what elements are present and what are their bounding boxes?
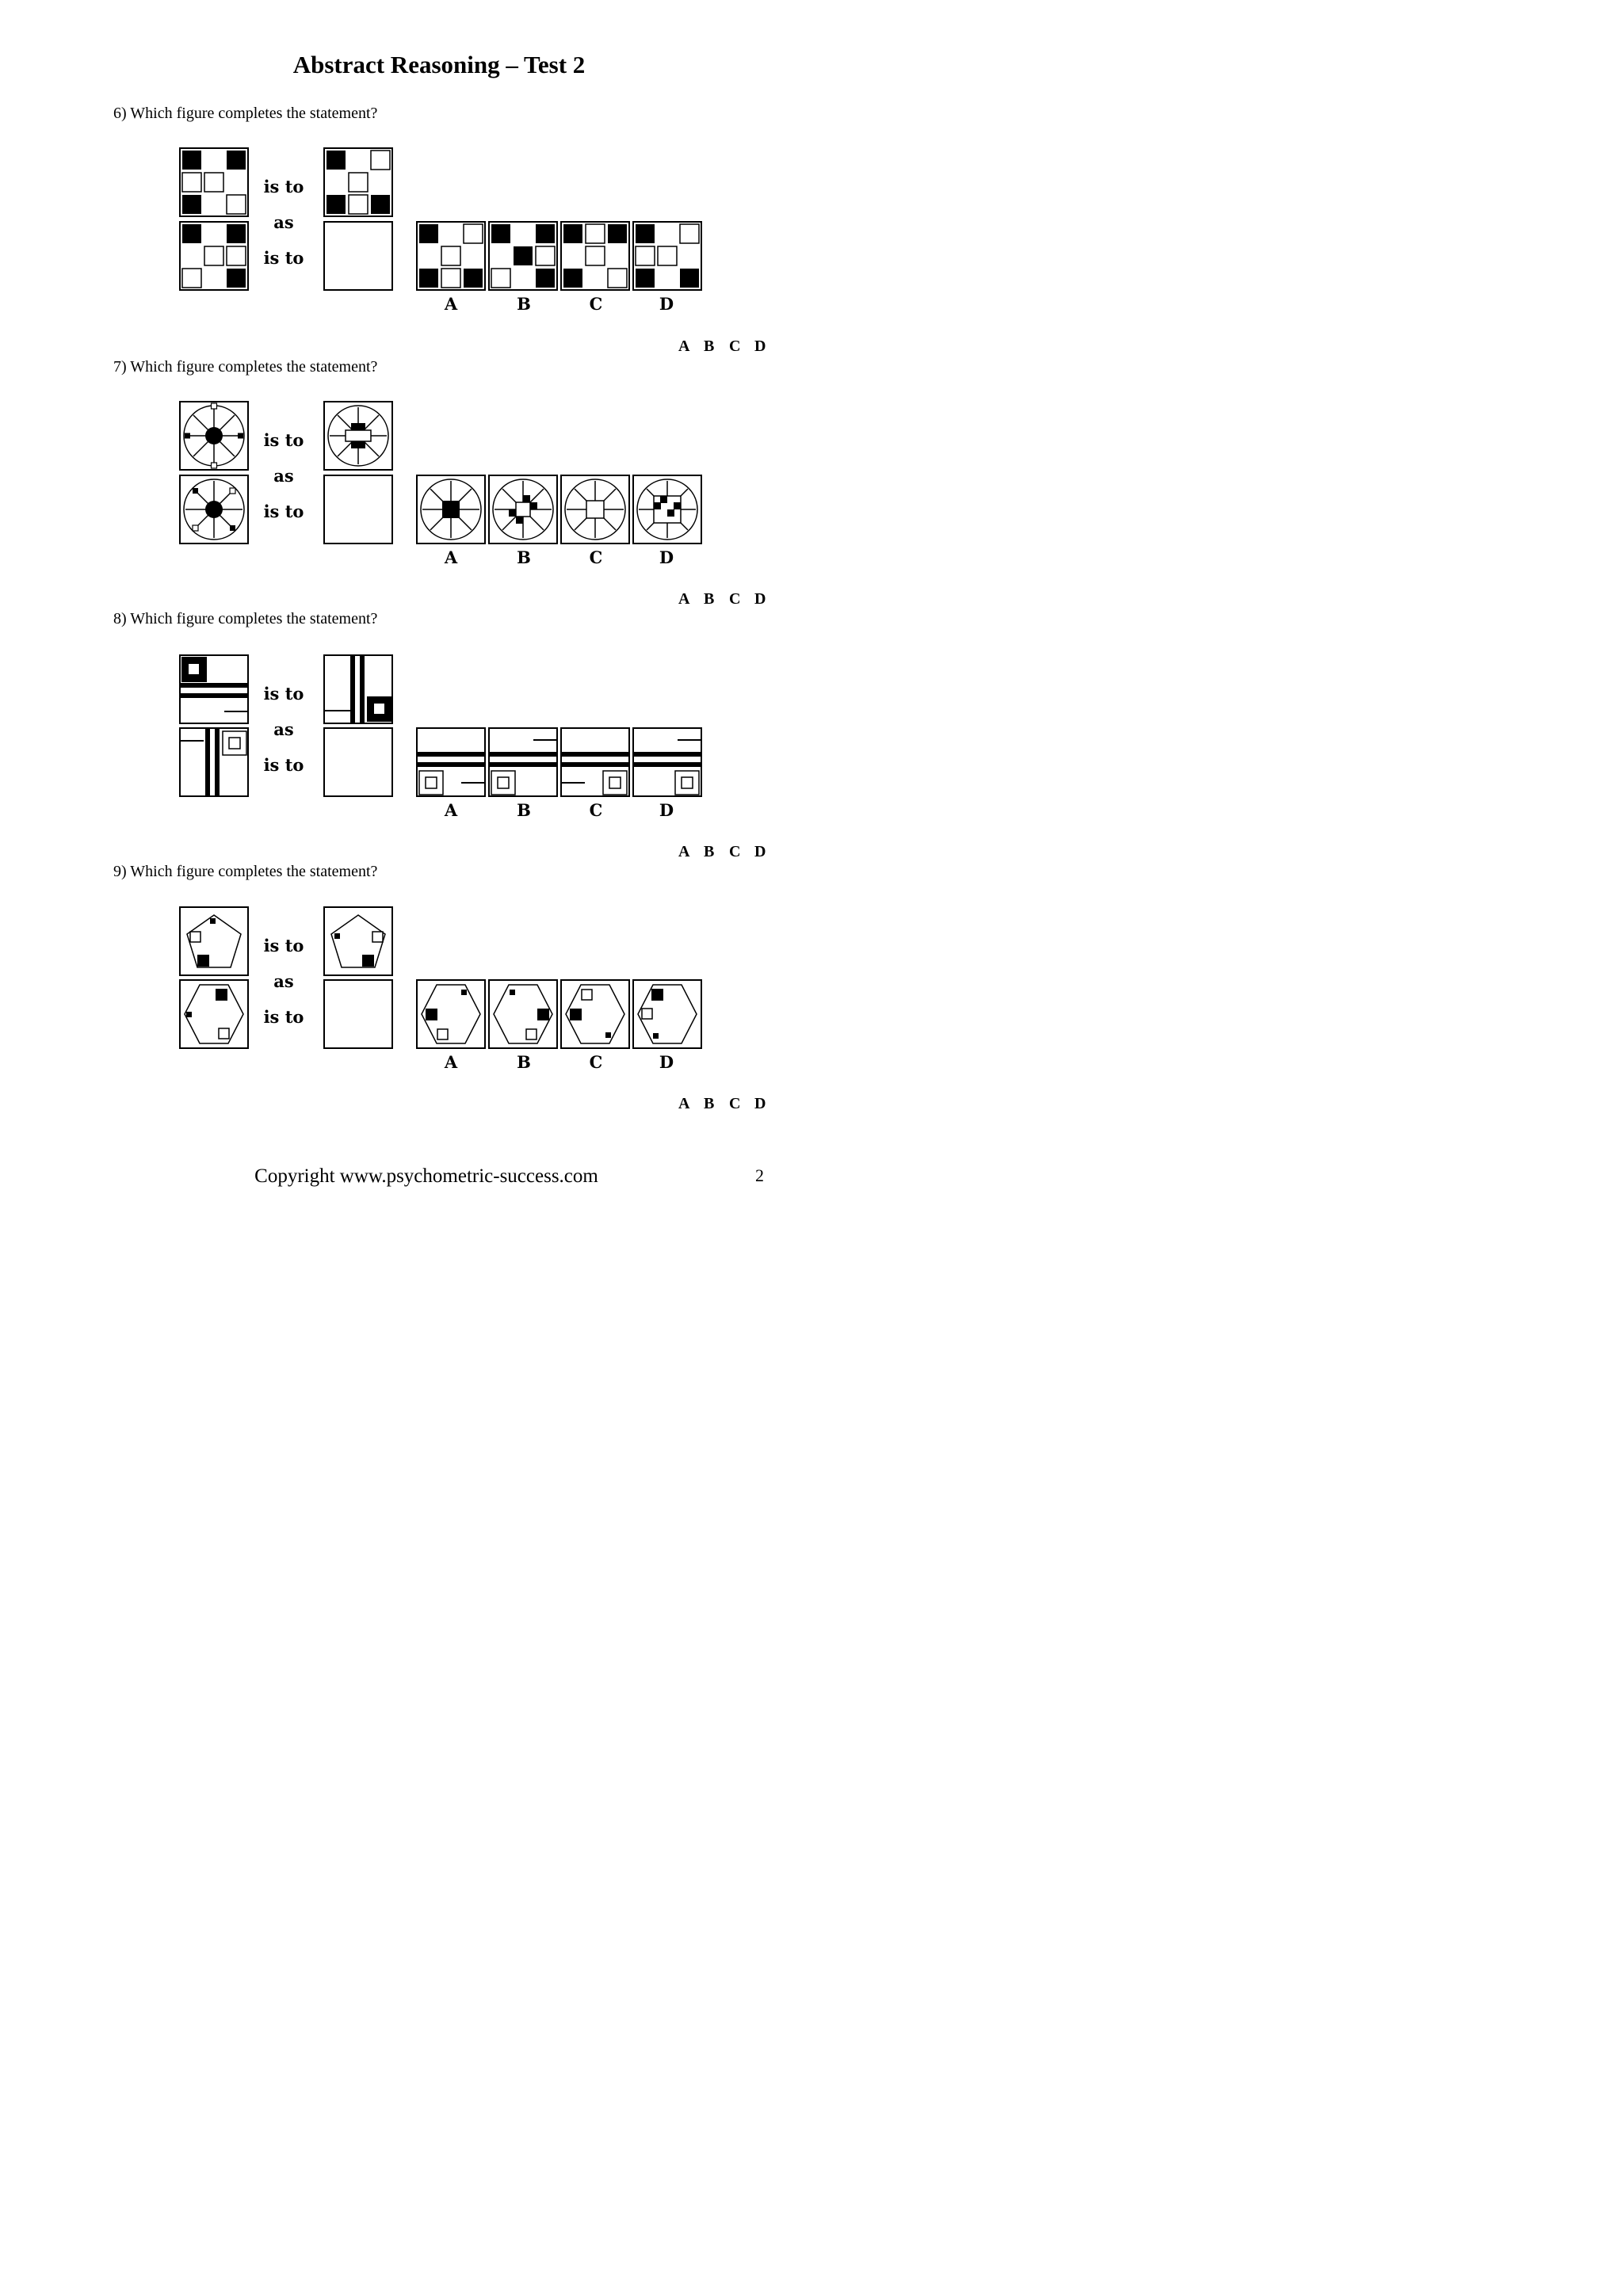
q9-example-2 <box>324 907 392 975</box>
q7-example-2 <box>324 402 392 470</box>
q7-answer-d[interactable]: D <box>754 590 766 608</box>
q8-option-b[interactable] <box>489 728 557 796</box>
q8-example-2 <box>324 655 392 723</box>
q9-example-1 <box>180 907 248 975</box>
q8-example-1 <box>180 655 248 723</box>
q6-example-3 <box>180 222 248 290</box>
q7-example-3 <box>180 475 248 543</box>
q6-option-label-b: B <box>517 294 531 314</box>
q7-option-label-d: D <box>659 547 674 567</box>
q6-option-b[interactable] <box>489 222 557 290</box>
q8-is-to-label-1: is to <box>263 684 304 704</box>
q6-option-label-c: C <box>589 294 603 314</box>
q6-as-label: as <box>273 212 294 232</box>
q6-is-to-label-2: is to <box>263 248 304 268</box>
q7-option-label-a: A <box>444 547 458 567</box>
q9-answer-d[interactable]: D <box>754 1095 766 1112</box>
q8-option-label-d: D <box>659 800 674 820</box>
q8-option-label-c: C <box>589 800 603 820</box>
q9-option-c[interactable] <box>561 980 629 1048</box>
q9-is-to-label-2: is to <box>263 1007 304 1027</box>
q8-answer-choices <box>678 843 780 861</box>
q7-example-1 <box>180 402 248 470</box>
question-6-text: 6) Which figure completes the statement? <box>113 105 378 122</box>
q7-option-a[interactable] <box>417 475 485 543</box>
q6-option-label-a: A <box>444 294 458 314</box>
page-number: 2 <box>755 1165 764 1185</box>
q6-option-c[interactable] <box>561 222 629 290</box>
question-6-figure <box>0 143 872 321</box>
q8-is-to-label-2: is to <box>263 755 304 775</box>
q9-option-label-c: C <box>589 1052 603 1072</box>
q8-option-a[interactable] <box>417 728 485 796</box>
q6-example-1 <box>180 148 248 216</box>
q7-blank-box <box>324 475 392 543</box>
q6-option-a[interactable] <box>417 222 485 290</box>
q7-option-label-b: B <box>517 547 531 567</box>
q7-answer-a[interactable]: A <box>678 590 690 608</box>
q7-is-to-label-2: is to <box>263 502 304 521</box>
q6-example-2 <box>324 148 392 216</box>
q8-example-3 <box>180 728 248 796</box>
q9-answer-choices <box>678 1095 780 1113</box>
question-8-text: 8) Which figure completes the statement? <box>113 610 378 627</box>
q7-option-b[interactable] <box>489 475 557 543</box>
q6-blank-box <box>324 222 392 290</box>
q8-answer-b[interactable]: B <box>704 843 715 860</box>
q8-answer-d[interactable]: D <box>754 843 766 860</box>
q7-as-label: as <box>273 466 294 486</box>
question-7-text: 7) Which figure completes the statement? <box>113 358 378 376</box>
question-8-figure <box>0 650 872 828</box>
q7-option-c[interactable] <box>561 475 629 543</box>
q8-answer-c[interactable]: C <box>729 843 741 860</box>
q6-option-d[interactable] <box>633 222 701 290</box>
q7-answer-choices <box>678 590 780 608</box>
q8-option-label-b: B <box>517 800 531 820</box>
q6-answer-a[interactable]: A <box>678 338 690 355</box>
q9-as-label: as <box>273 971 294 991</box>
q9-answer-a[interactable]: A <box>678 1095 690 1112</box>
q6-answer-d[interactable]: D <box>754 338 766 355</box>
q9-option-label-a: A <box>444 1052 458 1072</box>
q9-option-d[interactable] <box>633 980 701 1048</box>
q8-option-c[interactable] <box>561 728 629 796</box>
q9-example-3 <box>180 980 248 1048</box>
question-7-figure <box>0 396 872 574</box>
q8-option-label-a: A <box>444 800 458 820</box>
question-9-text: 9) Which figure completes the statement? <box>113 863 378 880</box>
q9-option-label-b: B <box>517 1052 531 1072</box>
q6-answer-choices <box>678 338 780 356</box>
q6-option-label-d: D <box>659 294 674 314</box>
q7-is-to-label-1: is to <box>263 430 304 450</box>
q8-as-label: as <box>273 719 294 739</box>
q8-answer-a[interactable]: A <box>678 843 690 860</box>
copyright-footer: Copyright www.psychometric-success.com <box>254 1165 598 1187</box>
q9-option-a[interactable] <box>417 980 485 1048</box>
q9-is-to-label-1: is to <box>263 936 304 955</box>
q7-answer-b[interactable]: B <box>704 590 715 608</box>
q8-option-d[interactable] <box>633 728 701 796</box>
q9-answer-b[interactable]: B <box>704 1095 715 1112</box>
page-title: Abstract Reasoning – Test 2 <box>292 51 586 78</box>
q8-blank-box <box>324 728 392 796</box>
q9-option-label-d: D <box>659 1052 674 1072</box>
q9-option-b[interactable] <box>489 980 557 1048</box>
q9-blank-box <box>324 980 392 1048</box>
q6-answer-b[interactable]: B <box>704 338 715 355</box>
q9-answer-c[interactable]: C <box>729 1095 741 1112</box>
q7-option-label-c: C <box>589 547 603 567</box>
q6-is-to-label-1: is to <box>263 177 304 196</box>
q7-option-d[interactable] <box>633 475 701 543</box>
q7-answer-c[interactable]: C <box>729 590 741 608</box>
question-9-figure <box>0 902 872 1080</box>
q6-answer-c[interactable]: C <box>729 338 741 355</box>
